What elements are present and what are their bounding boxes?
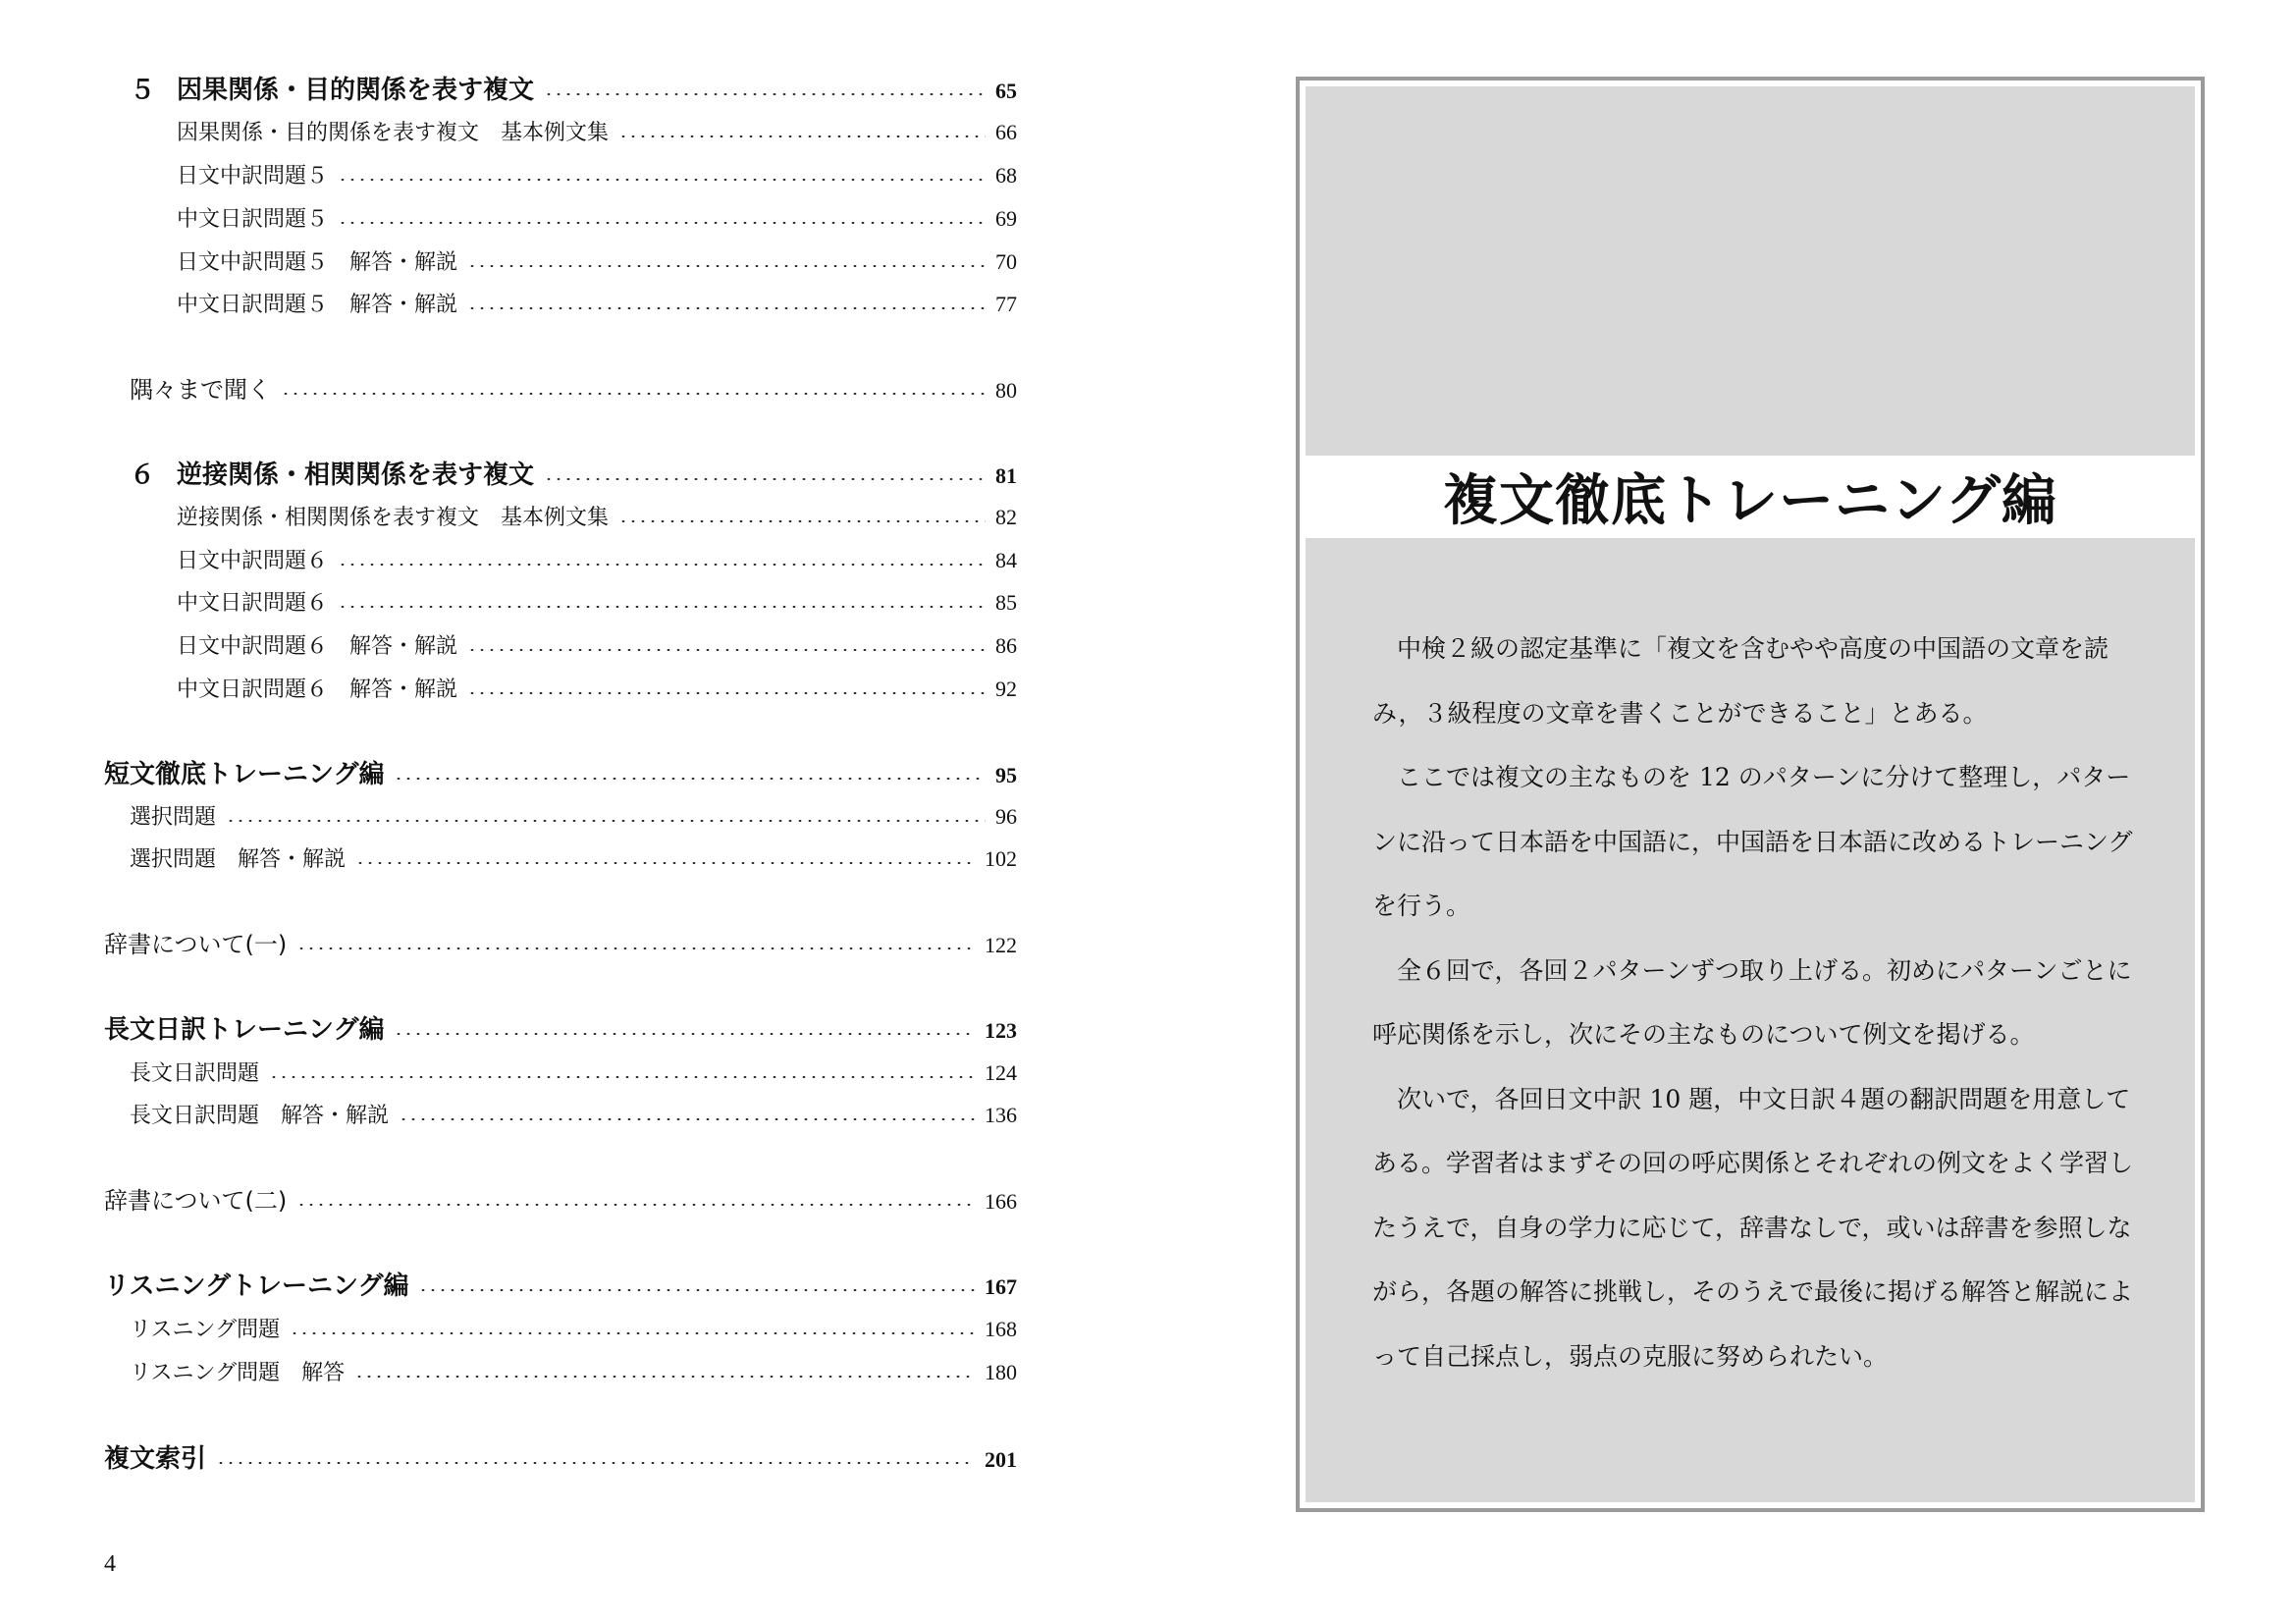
toc-label: 長文日訳問題 解答・解説 xyxy=(130,1104,390,1128)
toc-page-number: 136 xyxy=(985,1103,1017,1127)
dot-leader xyxy=(467,692,986,694)
toc-page-number: 81 xyxy=(995,463,1017,488)
dot-leader xyxy=(618,135,986,137)
toc-page-number: 123 xyxy=(985,1018,1017,1043)
toc-page-number: 82 xyxy=(995,505,1017,529)
toc-page-number: 85 xyxy=(995,590,1017,615)
panel-background xyxy=(1306,86,2195,1502)
dot-leader xyxy=(216,1462,975,1464)
toc-entry xyxy=(104,1012,1017,1048)
toc-page-number: 122 xyxy=(985,933,1017,957)
toc-page-number: 95 xyxy=(995,763,1017,787)
toc-entry xyxy=(130,799,1017,835)
dot-leader xyxy=(338,564,986,566)
dot-leader xyxy=(338,179,986,181)
page-number: 4 xyxy=(104,1551,116,1577)
dot-leader xyxy=(544,93,986,95)
toc-entry xyxy=(130,1312,1017,1347)
dot-leader xyxy=(544,478,986,480)
dot-leader xyxy=(418,1289,975,1291)
toc-label: 中文日訳問題５ 解答・解説 xyxy=(177,293,458,317)
toc-entry xyxy=(177,158,1017,193)
toc-entry xyxy=(177,500,1017,535)
toc-label: 日文中訳問題６ xyxy=(177,549,329,573)
toc-label: 選択問題 xyxy=(130,805,217,830)
toc-label: 中文日訳問題６ 解答・解説 xyxy=(177,677,458,702)
toc-page-number: 66 xyxy=(995,120,1017,144)
dot-leader xyxy=(290,1332,975,1334)
toc-page xyxy=(0,0,1080,1624)
toc-entry xyxy=(130,1056,1017,1091)
toc-entry xyxy=(104,1441,1017,1477)
toc-label: 選択問題 解答・解説 xyxy=(130,847,347,872)
section-number: ５ xyxy=(130,76,156,105)
toc-page-number: 167 xyxy=(985,1274,1017,1299)
intro-paragraph: 次いで，各回日文中訳 10 題，中文日訳４題の翻訳問題を用意してある。学習者はまずその回の呼応関係とそれぞれの例文をよく学習したうえで，自身の学力に応じて，辞書なしで，或いは辞書を参照しながら，各題の解答に挑戦し，そのうえで最後に掲げる解答と解説によって自己採点し，弱点の克服に努められたい。 xyxy=(1372,1084,2134,1371)
toc-entry xyxy=(130,372,1017,407)
toc-label: リスニング問題 xyxy=(130,1318,281,1342)
intro-paragraph: 全６回で，各回２パターンずつ取り上げる。初めにパターンごとに呼応関係を示し，次にその主なものについて例文を掲げる。 xyxy=(1372,955,2132,1049)
intro-text xyxy=(1372,617,2138,1388)
dot-leader xyxy=(269,1076,975,1078)
toc-entry xyxy=(177,585,1017,621)
intro-paragraph: ここでは複文の主なものを 12 のパターンに分けて整理し，パターンに沿って日本語を中国語に，中国語を日本語に改めるトレーニングを行う。 xyxy=(1372,763,2133,920)
dot-leader xyxy=(296,1204,975,1206)
toc-entry xyxy=(130,841,1017,877)
toc-entry xyxy=(104,1183,1017,1218)
toc-page-number: 166 xyxy=(985,1189,1017,1214)
toc-label: 中文日訳問題５ xyxy=(177,207,329,232)
toc-page-number: 96 xyxy=(995,804,1017,829)
toc-label: 長文日訳問題 xyxy=(130,1061,260,1086)
toc-entry xyxy=(177,672,1017,707)
toc-label: 隅々まで聞く xyxy=(130,376,271,404)
toc-entry xyxy=(104,927,1017,962)
toc-label: 辞書について(一) xyxy=(104,931,288,958)
toc-entry xyxy=(177,244,1017,280)
dot-leader xyxy=(338,222,986,224)
toc-label: 日文中訳問題５ 解答・解説 xyxy=(177,250,458,275)
section-title: 逆接関係・相関関係を表す複文 xyxy=(177,460,535,490)
toc-page-number: 102 xyxy=(985,846,1017,871)
toc-label xyxy=(130,73,534,108)
dot-leader xyxy=(296,947,975,949)
toc-entry xyxy=(130,73,1017,108)
toc-page-number: 80 xyxy=(995,378,1017,403)
section-number: ６ xyxy=(130,460,156,490)
toc-label xyxy=(130,458,534,493)
toc-page-number: 180 xyxy=(985,1360,1017,1384)
title-band xyxy=(1306,456,2195,538)
toc-entry xyxy=(130,1098,1017,1133)
dot-leader xyxy=(618,520,986,522)
toc-entry xyxy=(130,458,1017,493)
toc-label: 中文日訳問題６ xyxy=(177,591,329,616)
toc-label: リスニングトレーニング編 xyxy=(104,1272,409,1301)
toc-entry xyxy=(177,628,1017,664)
toc-entry xyxy=(177,543,1017,578)
toc-label: 辞書について(二) xyxy=(104,1187,288,1215)
toc-label: 短文徹底トレーニング編 xyxy=(104,760,385,789)
toc-page-number: 77 xyxy=(995,292,1017,316)
dot-leader xyxy=(354,1376,975,1378)
intro-paragraph: 中検２級の認定基準に「複文を含むやや高度の中国語の文章を読み，３級程度の文章を書くことができること」とある。 xyxy=(1372,634,2109,728)
toc-entry xyxy=(177,201,1017,237)
dot-leader xyxy=(281,393,986,395)
toc-entry xyxy=(104,1269,1017,1304)
dot-leader xyxy=(467,265,986,267)
toc-label: 逆接関係・相関関係を表す複文 基本例文集 xyxy=(177,506,610,530)
toc-page-number: 124 xyxy=(985,1060,1017,1085)
toc-page-number: 84 xyxy=(995,548,1017,572)
part-title: 複文徹底トレーニング編 xyxy=(1443,469,2057,533)
toc-page-number: 92 xyxy=(995,677,1017,701)
dot-leader xyxy=(399,1118,975,1120)
dot-leader xyxy=(355,862,975,864)
dot-leader xyxy=(338,606,986,608)
toc-page-number: 65 xyxy=(995,79,1017,103)
toc-label: 日文中訳問題５ xyxy=(177,164,329,189)
toc-entry xyxy=(177,287,1017,322)
dot-leader xyxy=(467,307,986,309)
dot-leader xyxy=(394,778,986,780)
toc-entry xyxy=(104,757,1017,792)
toc-label: 日文中訳問題６ 解答・解説 xyxy=(177,634,458,659)
toc-page-number: 70 xyxy=(995,249,1017,274)
dot-leader xyxy=(467,649,986,651)
toc-page-number: 168 xyxy=(985,1317,1017,1341)
toc-entry xyxy=(130,1355,1017,1390)
dot-leader xyxy=(394,1033,975,1035)
toc-page-number: 86 xyxy=(995,633,1017,658)
toc-label: 因果関係・目的関係を表す複文 基本例文集 xyxy=(177,121,610,145)
toc-page-number: 69 xyxy=(995,206,1017,231)
toc-page-number: 68 xyxy=(995,163,1017,188)
toc-entry xyxy=(177,115,1017,150)
toc-label: リスニング問題 解答 xyxy=(130,1361,346,1385)
section-title: 因果関係・目的関係を表す複文 xyxy=(177,76,535,105)
toc-page-number: 201 xyxy=(985,1447,1017,1472)
toc-label: 長文日訳トレーニング編 xyxy=(104,1015,385,1045)
dot-leader xyxy=(226,820,986,822)
part-title-panel xyxy=(1296,77,2205,1512)
toc-label: 複文索引 xyxy=(104,1444,207,1474)
